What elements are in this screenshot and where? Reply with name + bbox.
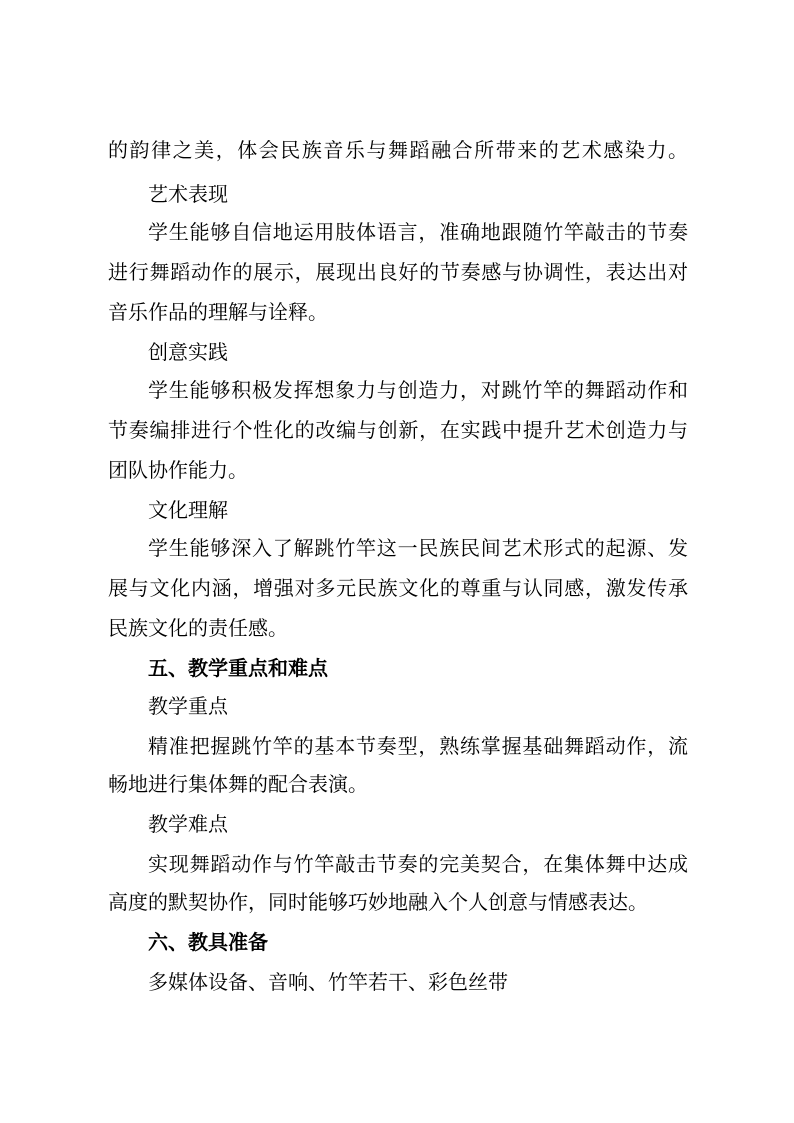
- section-subheading: 创意实践: [148, 340, 228, 364]
- section-heading: 五、教学重点和难点: [148, 656, 328, 680]
- section-heading: 六、教具准备: [148, 930, 268, 954]
- paragraph-line: 精准把握跳竹竿的基本节奏型，熟练掌握基础舞蹈动作，流: [148, 734, 688, 758]
- paragraph-line: 音乐作品的理解与诠释。: [108, 300, 328, 324]
- paragraph-line: 进行舞蹈动作的展示，展现出良好的节奏感与协调性，表达出对: [108, 260, 688, 284]
- paragraph-line: 多媒体设备、音响、竹竿若干、彩色丝带: [148, 970, 508, 994]
- section-subheading: 教学难点: [148, 812, 228, 836]
- paragraph-line: 学生能够自信地运用肢体语言，准确地跟随竹竿敲击的节奏: [148, 220, 688, 244]
- paragraph-line: 高度的默契协作，同时能够巧妙地融入个人创意与情感表达。: [108, 890, 648, 914]
- paragraph-line: 节奏编排进行个性化的改编与创新，在实践中提升艺术创造力与: [108, 418, 688, 442]
- paragraph-line: 民族文化的责任感。: [108, 616, 288, 640]
- paragraph-line: 展与文化内涵，增强对多元民族文化的尊重与认同感，激发传承: [108, 576, 688, 600]
- paragraph-line: 畅地进行集体舞的配合表演。: [108, 772, 368, 796]
- paragraph-line: 团队协作能力。: [108, 458, 248, 482]
- paragraph-line: 实现舞蹈动作与竹竿敲击节奏的完美契合，在集体舞中达成: [148, 852, 688, 876]
- paragraph-line: 学生能够深入了解跳竹竿这一民族民间艺术形式的起源、发: [148, 536, 688, 560]
- section-subheading: 文化理解: [148, 498, 228, 522]
- section-subheading: 教学重点: [148, 694, 228, 718]
- paragraph-line: 的韵律之美，体会民族音乐与舞蹈融合所带来的艺术感染力。: [108, 138, 688, 162]
- section-subheading: 艺术表现: [148, 182, 228, 206]
- paragraph-line: 学生能够积极发挥想象力与创造力，对跳竹竿的舞蹈动作和: [148, 378, 688, 402]
